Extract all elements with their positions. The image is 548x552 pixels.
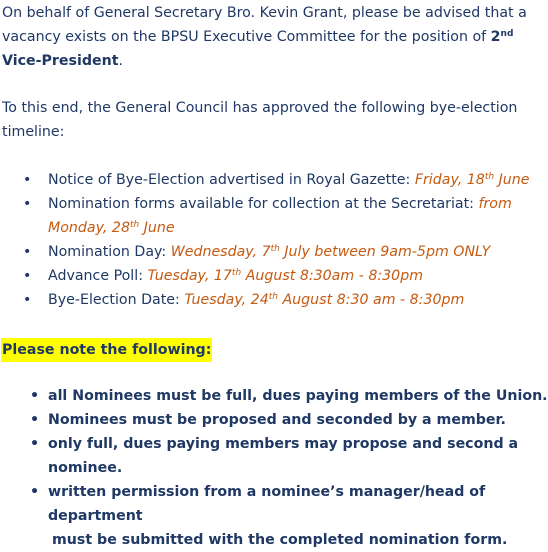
bullet-icon: • xyxy=(30,436,40,452)
note-heading: Please note the following: xyxy=(1,338,212,362)
bullet-icon: • xyxy=(23,196,32,212)
list-item: • Notice of Bye-Election advertised in Royal Gazette: Friday, 18th June xyxy=(0,168,548,192)
bullet-icon: • xyxy=(23,172,32,188)
list-item: • Nominees must be proposed and seconded by a member. xyxy=(0,408,548,432)
list-item: • all Nominees must be full, dues paying members of the Union. xyxy=(0,384,548,408)
bullet-icon: • xyxy=(30,388,40,404)
list-item: • written permission from a nominee’s manager/head of department must be submitted with the completed nomination form. xyxy=(0,480,548,552)
date-text: Tuesday, 24th August 8:30 am - 8:30pm xyxy=(184,292,465,308)
list-item: • Nomination Day: Wednesday, 7th July between 9am-5pm ONLY xyxy=(0,240,548,264)
intro-paragraph: On behalf of General Secretary Bro. Kevin Grant, please be advised that a vacancy exists on the BPSU Executive Committee for the position of 2nd Vice-President. xyxy=(2,5,527,69)
date-text: Tuesday, 17th August 8:30am - 8:30pm xyxy=(147,268,424,284)
bullet-icon: • xyxy=(23,244,32,260)
position-title: 2nd Vice-President xyxy=(2,29,514,69)
bullet-icon: • xyxy=(30,412,40,428)
bullet-icon: • xyxy=(23,292,32,308)
list-item: • Advance Poll: Tuesday, 17th August 8:30am - 8:30pm xyxy=(0,264,548,288)
date-text: Friday, 18th June xyxy=(414,172,530,188)
intro-text: On behalf of General Secretary Bro. Kevin Grant, please be advised that a vacancy exists on the BPSU Executive Committee for the position of xyxy=(2,5,527,45)
rules-list xyxy=(0,384,548,552)
timeline-list xyxy=(0,168,548,312)
list-item: • only full, dues paying members may propose and second a nominee. xyxy=(0,432,548,480)
date-text: from Monday, 28th June xyxy=(48,196,512,236)
list-item: • Nomination forms available for collection at the Secretariat: from Monday, 28th June xyxy=(0,192,548,240)
bullet-icon: • xyxy=(30,484,40,500)
timeline-intro-paragraph: To this end, the General Council has approved the following bye-election timeline: xyxy=(2,100,518,140)
bullet-icon: • xyxy=(23,268,32,284)
date-text: Wednesday, 7th July between 9am-5pm ONLY xyxy=(170,244,491,260)
list-item-continuation: must be submitted with the completed nomination form. xyxy=(52,532,508,548)
list-item: • Bye-Election Date: Tuesday, 24th August 8:30 am - 8:30pm xyxy=(0,288,548,312)
